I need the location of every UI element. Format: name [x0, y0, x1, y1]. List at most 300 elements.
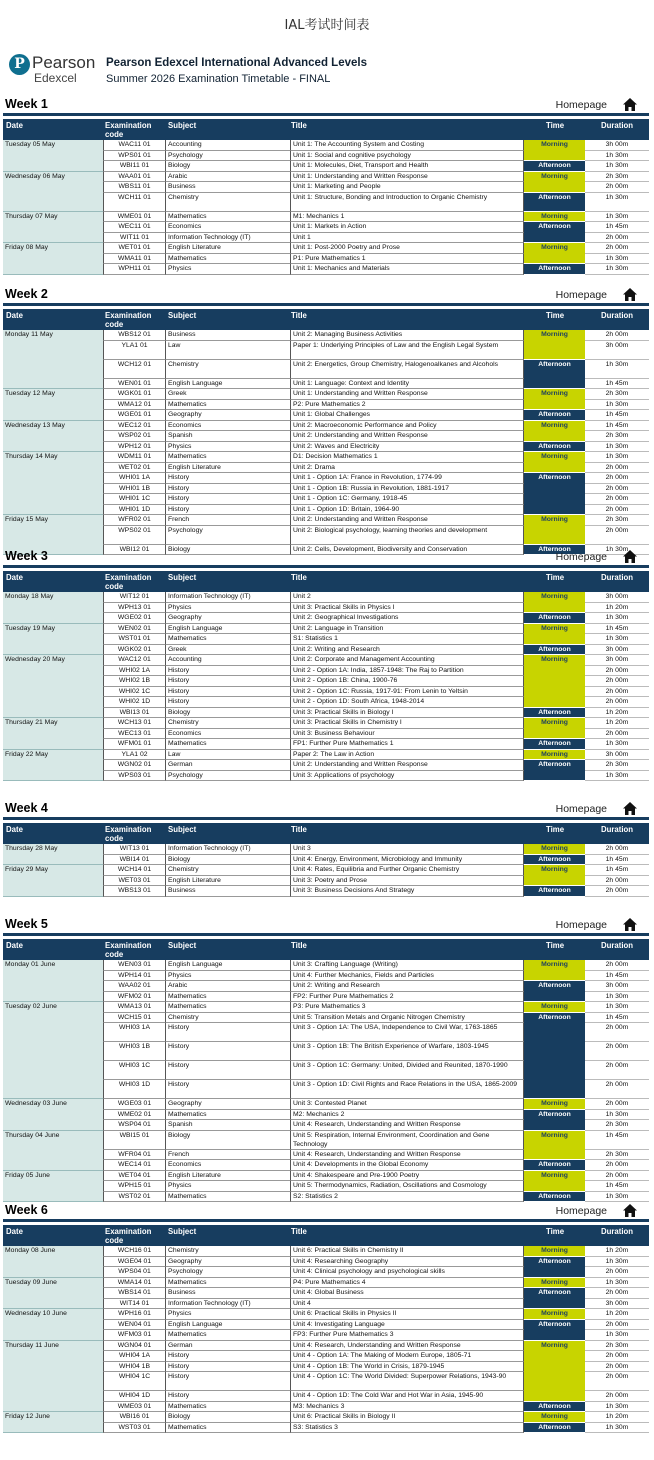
session-badge: Morning	[524, 960, 585, 980]
week-section	[3, 546, 649, 781]
exam-subject: Mathematics	[166, 1423, 291, 1434]
week-section	[3, 798, 649, 897]
home-icon[interactable]	[623, 288, 637, 301]
session-badge: Morning	[524, 172, 585, 192]
exam-title: Unit 2: Writing and Research	[291, 645, 524, 656]
exam-subject: Psychology	[166, 1267, 291, 1278]
exam-subject: Biology	[166, 708, 291, 719]
session-badge: Afternoon	[524, 739, 585, 749]
exam-title: Unit 4: Shakespeare and Pre-1900 Poetry	[291, 1171, 524, 1182]
exam-subject: History	[166, 1080, 291, 1099]
exam-subject: Business	[166, 886, 291, 897]
exam-title: Unit 1 - Option 1B: Russia in Revolution, 1881-1917	[291, 484, 524, 495]
column-header-duration: Duration	[601, 573, 634, 582]
exam-code: WPH13 01	[103, 603, 166, 614]
exam-duration: 1h 30m	[585, 1402, 649, 1413]
exam-subject: Chemistry	[166, 1013, 291, 1024]
exam-date: Tuesday 12 May	[3, 389, 103, 421]
exam-title: FP1: Further Pure Mathematics 1	[291, 739, 524, 750]
exam-code: WFR02 01	[103, 515, 166, 526]
exam-title: FP3: Further Pure Mathematics 3	[291, 1330, 524, 1341]
exam-code: WEC11 01	[103, 222, 166, 233]
exam-title: Paper 1: Underlying Principles of Law and the English Legal System	[291, 341, 524, 360]
column-header-date: Date	[6, 941, 23, 950]
week-title: Week 1	[5, 97, 48, 111]
session-badge: Morning	[524, 1099, 585, 1109]
exam-subject: Spanish	[166, 1120, 291, 1131]
exam-title: Unit 1: Post-2000 Poetry and Prose	[291, 243, 524, 254]
exam-subject: Accounting	[166, 655, 291, 666]
session-badge: Morning	[524, 212, 585, 222]
exam-date: Tuesday 02 June	[3, 1002, 103, 1099]
session-badge: Afternoon	[524, 473, 585, 514]
exam-subject: English Literature	[166, 876, 291, 887]
exam-title: FP2: Further Pure Mathematics 2	[291, 992, 524, 1003]
exam-code: WPH14 01	[103, 971, 166, 982]
column-header-date: Date	[6, 825, 23, 834]
exam-title: Unit 2: Cells, Development, Biodiversity and Conservation	[291, 545, 524, 556]
exam-title: S3: Statistics 3	[291, 1423, 524, 1434]
session-badge: Afternoon	[524, 1013, 585, 1099]
column-header-title: Title	[291, 573, 307, 582]
exam-subject: German	[166, 760, 291, 771]
exam-title: Unit 1 - Option 1C: Germany, 1918-45	[291, 494, 524, 505]
exam-title: Unit 4: Investigating Language	[291, 1320, 524, 1331]
homepage-link[interactable]: Homepage	[555, 919, 607, 931]
exam-title: Unit 4: Further Mechanics, Fields and Particles	[291, 971, 524, 982]
exam-code: WET04 01	[103, 1171, 166, 1182]
column-header-title: Title	[291, 941, 307, 950]
exam-duration: 1h 30m	[585, 1002, 649, 1013]
exam-duration: 1h 45m	[585, 865, 649, 876]
exam-code: WHI02 1B	[103, 676, 166, 687]
exam-code: WPS04 01	[103, 1267, 166, 1278]
exam-subject: Psychology	[166, 526, 291, 545]
exam-duration: 2h 30m	[585, 1120, 649, 1131]
exam-subject: Mathematics	[166, 212, 291, 223]
session-badge: Morning	[524, 515, 585, 544]
exam-title: Unit 2 - Option 1B: China, 1900-76	[291, 676, 524, 687]
table-header	[3, 309, 649, 330]
exam-subject: Mathematics	[166, 1278, 291, 1289]
column-header-date: Date	[6, 573, 23, 582]
session-badge: Morning	[524, 1246, 585, 1256]
exam-title: Unit 4: Researching Geography	[291, 1257, 524, 1268]
session-badge: Afternoon	[524, 193, 585, 211]
exam-title: Unit 2: Understanding and Written Response	[291, 431, 524, 442]
exam-title: Unit 1: Social and cognitive psychology	[291, 151, 524, 162]
exam-code: WME01 01	[103, 212, 166, 223]
exam-subject: Physics	[166, 442, 291, 453]
exam-title: Unit 1: Markets in Action	[291, 222, 524, 233]
exam-code: WBS13 01	[103, 886, 166, 897]
exam-subject: Psychology	[166, 151, 291, 162]
exam-code: WHI02 1D	[103, 697, 166, 708]
exam-title: Unit 2 - Option 1C: Russia, 1917-91: From Lenin to Yeltsin	[291, 687, 524, 698]
exam-title: Unit 2: Managing Business Activities	[291, 330, 524, 341]
exam-subject: Geography	[166, 613, 291, 624]
exam-code: WIT14 01	[103, 1299, 166, 1310]
exam-title: P1: Pure Mathematics 1	[291, 254, 524, 265]
exam-code: WHI04 1D	[103, 1391, 166, 1402]
session-badge: Afternoon	[524, 1320, 585, 1340]
exam-subject: Physics	[166, 1181, 291, 1192]
exam-subject: French	[166, 1150, 291, 1161]
exam-date: Friday 05 June	[3, 1171, 103, 1203]
exam-duration: 1h 45m	[585, 855, 649, 866]
exam-subject: German	[166, 1341, 291, 1352]
session-badge: Afternoon	[524, 1288, 585, 1308]
exam-duration: 2h 00m	[585, 697, 649, 708]
exam-title: M3: Mechanics 3	[291, 1402, 524, 1413]
exam-rows	[3, 140, 649, 275]
table-header	[3, 823, 649, 844]
exam-title: Unit 1: Molecules, Diet, Transport and Health	[291, 161, 524, 172]
exam-subject: Spanish	[166, 431, 291, 442]
session-badge: Morning	[524, 1412, 585, 1422]
exam-subject: Biology	[166, 1412, 291, 1423]
exam-subject: History	[166, 473, 291, 484]
exam-duration: 1h 30m	[585, 161, 649, 172]
brand-sub: Edexcel	[34, 71, 77, 85]
exam-code: WGE04 01	[103, 1257, 166, 1268]
brand-name: Pearson	[32, 53, 96, 72]
session-badge: Morning	[524, 421, 585, 441]
exam-title: Unit 3: Applications of psychology	[291, 771, 524, 782]
exam-title: Unit 1: Global Challenges	[291, 410, 524, 421]
session-badge: Afternoon	[524, 1402, 585, 1412]
exam-title: Unit 2: Language in Transition	[291, 624, 524, 635]
exam-code: WHI04 1C	[103, 1372, 166, 1391]
exam-code: WCH12 01	[103, 360, 166, 379]
exam-code: WHI03 1D	[103, 1080, 166, 1099]
column-header-code: Examination code	[105, 311, 152, 329]
exam-duration: 2h 00m	[585, 526, 649, 545]
exam-duration: 1h 30m	[585, 1278, 649, 1289]
exam-title: Unit 3: Poetry and Prose	[291, 876, 524, 887]
exam-duration: 1h 30m	[585, 613, 649, 624]
exam-duration: 3h 00m	[585, 750, 649, 761]
exam-duration: 2h 00m	[585, 484, 649, 495]
exam-subject: Information Technology (IT)	[166, 1299, 291, 1310]
exam-code: WMA12 01	[103, 400, 166, 411]
column-header-time: Time	[546, 941, 565, 950]
exam-duration: 2h 00m	[585, 473, 649, 484]
exam-duration: 3h 00m	[585, 655, 649, 666]
session-badge: Morning	[524, 592, 585, 612]
exam-duration: 1h 30m	[585, 1330, 649, 1341]
exam-code: WPH15 01	[103, 1181, 166, 1192]
exam-subject: Mathematics	[166, 254, 291, 265]
exam-duration: 2h 30m	[585, 1150, 649, 1161]
exam-date: Thursday 14 May	[3, 452, 103, 515]
exam-subject: Mathematics	[166, 1330, 291, 1341]
exam-code: WIT12 01	[103, 592, 166, 603]
exam-duration: 2h 00m	[585, 1267, 649, 1278]
exam-date: Tuesday 09 June	[3, 1278, 103, 1310]
exam-subject: Physics	[166, 1309, 291, 1320]
exam-code: WPH12 01	[103, 442, 166, 453]
exam-subject: Chemistry	[166, 865, 291, 876]
exam-subject: Economics	[166, 1160, 291, 1171]
exam-code: WGE03 01	[103, 1099, 166, 1110]
exam-date: Monday 01 June	[3, 960, 103, 1002]
column-header-time: Time	[546, 311, 565, 320]
exam-code: WHI01 1D	[103, 505, 166, 516]
exam-duration: 1h 30m	[585, 1423, 649, 1434]
exam-subject: French	[166, 515, 291, 526]
exam-title: Unit 4: Research, Understanding and Written Response	[291, 1341, 524, 1352]
exam-date: Thursday 28 May	[3, 844, 103, 865]
exam-subject: Economics	[166, 729, 291, 740]
exam-subject: Mathematics	[166, 452, 291, 463]
exam-duration: 3h 00m	[585, 592, 649, 603]
exam-duration: 1h 20m	[585, 603, 649, 614]
home-icon[interactable]	[623, 550, 637, 563]
column-header-subject: Subject	[168, 941, 197, 950]
exam-date: Friday 29 May	[3, 865, 103, 897]
exam-title: Unit 3: Business Behaviour	[291, 729, 524, 740]
exam-duration: 1h 45m	[585, 1131, 649, 1150]
week-title: Week 3	[5, 549, 48, 563]
exam-title: Unit 2: Understanding and Written Response	[291, 760, 524, 771]
exam-title: Unit 2: Drama	[291, 463, 524, 474]
session-badge: Afternoon	[524, 1160, 585, 1170]
exam-subject: Accounting	[166, 140, 291, 151]
exam-subject: Geography	[166, 410, 291, 421]
exam-code: WET03 01	[103, 876, 166, 887]
exam-code: WGE02 01	[103, 613, 166, 624]
exam-subject: Business	[166, 330, 291, 341]
exam-subject: Greek	[166, 389, 291, 400]
exam-duration: 2h 00m	[585, 844, 649, 855]
column-header-code: Examination code	[105, 1227, 152, 1245]
exam-code: WMA14 01	[103, 1278, 166, 1289]
exam-title: Unit 3 - Option 1C: Germany: United, Divided and Reunited, 1870-1990	[291, 1061, 524, 1080]
exam-title: Unit 3 - Option 1A: The USA, Independence to Civil War, 1763-1865	[291, 1023, 524, 1042]
exam-title: Unit 2: Geographical Investigations	[291, 613, 524, 624]
session-badge: Afternoon	[524, 410, 585, 420]
exam-duration: 1h 30m	[585, 360, 649, 379]
pearson-logo-mark: P	[14, 56, 25, 72]
exam-subject: History	[166, 1391, 291, 1402]
exam-code: WAC12 01	[103, 655, 166, 666]
exam-date: Thursday 21 May	[3, 718, 103, 750]
session-badge: Afternoon	[524, 545, 585, 555]
exam-code: WPH11 01	[103, 264, 166, 275]
exam-subject: Chemistry	[166, 1246, 291, 1257]
exam-code: WHI04 1B	[103, 1362, 166, 1373]
column-header-date: Date	[6, 1227, 23, 1236]
exam-duration: 1h 30m	[585, 739, 649, 750]
exam-date: Wednesday 13 May	[3, 421, 103, 453]
exam-date: Wednesday 20 May	[3, 655, 103, 718]
exam-title: Unit 3: Business Decisions And Strategy	[291, 886, 524, 897]
exam-subject: Mathematics	[166, 1110, 291, 1121]
exam-code: WBI12 01	[103, 545, 166, 556]
homepage-link[interactable]: Homepage	[555, 99, 607, 111]
exam-duration: 1h 30m	[585, 254, 649, 265]
exam-duration: 2h 30m	[585, 389, 649, 400]
session-badge: Afternoon	[524, 264, 585, 274]
exam-code: WGK01 01	[103, 389, 166, 400]
exam-subject: History	[166, 1061, 291, 1080]
exam-title: Unit 1 - Option 1A: France in Revolution, 1774-99	[291, 473, 524, 484]
exam-subject: History	[166, 1372, 291, 1391]
exam-duration: 2h 00m	[585, 243, 649, 254]
week-heading	[3, 284, 649, 306]
exam-code: WHI03 1A	[103, 1023, 166, 1042]
exam-subject: Mathematics	[166, 992, 291, 1003]
exam-duration: 2h 00m	[585, 1080, 649, 1099]
exam-duration: 2h 00m	[585, 1391, 649, 1402]
home-icon[interactable]	[623, 918, 637, 931]
exam-title: Paper 2: The Law in Action	[291, 750, 524, 761]
homepage-link[interactable]: Homepage	[555, 289, 607, 301]
exam-duration: 1h 30m	[585, 442, 649, 453]
exam-date: Friday 12 June	[3, 1412, 103, 1433]
table-header	[3, 119, 649, 140]
exam-title: Unit 1: Mechanics and Materials	[291, 264, 524, 275]
exam-code: WFR04 01	[103, 1150, 166, 1161]
session-badge: Afternoon	[524, 645, 585, 655]
table-header	[3, 939, 649, 960]
exam-subject: Law	[166, 341, 291, 360]
exam-subject: Mathematics	[166, 634, 291, 645]
session-badge: Afternoon	[524, 222, 585, 242]
exam-title: D1: Decision Mathematics 1	[291, 452, 524, 463]
session-badge: Morning	[524, 243, 585, 263]
exam-code: WFM01 01	[103, 739, 166, 750]
exam-subject: History	[166, 494, 291, 505]
session-badge: Afternoon	[524, 613, 585, 623]
exam-subject: History	[166, 1042, 291, 1061]
column-header-title: Title	[291, 311, 307, 320]
exam-code: YLA1 02	[103, 750, 166, 761]
exam-rows	[3, 844, 649, 897]
exam-title: Unit 2: Writing and Research	[291, 981, 524, 992]
exam-subject: History	[166, 505, 291, 516]
home-icon[interactable]	[623, 98, 637, 111]
column-header-time: Time	[546, 1227, 565, 1236]
exam-code: WAC11 01	[103, 140, 166, 151]
exam-subject: Physics	[166, 264, 291, 275]
week-section	[3, 914, 649, 1202]
week-heading	[3, 1200, 649, 1222]
home-icon[interactable]	[623, 802, 637, 815]
column-header-subject: Subject	[168, 825, 197, 834]
week-section	[3, 94, 649, 275]
exam-subject: History	[166, 687, 291, 698]
session-badge: Afternoon	[524, 1423, 585, 1433]
exam-subject: History	[166, 697, 291, 708]
exam-code: WBS11 01	[103, 182, 166, 193]
homepage-link[interactable]: Homepage	[555, 1205, 607, 1217]
exam-title: Unit 5: Transition Metals and Organic Nitrogen Chemistry	[291, 1013, 524, 1024]
column-header-time: Time	[546, 573, 565, 582]
week-heading	[3, 94, 649, 116]
exam-date: Wednesday 10 June	[3, 1309, 103, 1341]
column-header-duration: Duration	[601, 121, 634, 130]
exam-subject: History	[166, 1351, 291, 1362]
exam-date: Thursday 07 May	[3, 212, 103, 244]
exam-duration: 1h 30m	[585, 634, 649, 645]
exam-code: WIT13 01	[103, 844, 166, 855]
exam-title: Unit 3: Contested Planet	[291, 1099, 524, 1110]
exam-subject: History	[166, 666, 291, 677]
exam-date: Friday 08 May	[3, 243, 103, 275]
exam-duration: 1h 30m	[585, 1257, 649, 1268]
column-header-code: Examination code	[105, 941, 152, 959]
exam-subject: English Literature	[166, 243, 291, 254]
exam-code: WEC12 01	[103, 421, 166, 432]
exam-code: WBI15 01	[103, 1131, 166, 1150]
exam-title: Unit 4 - Option 1D: The Cold War and Hot War in Asia, 1945-90	[291, 1391, 524, 1402]
exam-duration: 1h 30m	[585, 452, 649, 463]
exam-duration: 2h 00m	[585, 182, 649, 193]
home-icon[interactable]	[623, 1204, 637, 1217]
exam-duration: 2h 00m	[585, 330, 649, 341]
exam-code: WCH14 01	[103, 865, 166, 876]
exam-title: Unit 5: Respiration, Internal Environment, Coordination and Gene Technology	[291, 1131, 524, 1150]
week-title: Week 5	[5, 917, 48, 931]
exam-date: Friday 15 May	[3, 515, 103, 555]
exam-code: WET01 01	[103, 243, 166, 254]
homepage-link[interactable]: Homepage	[555, 803, 607, 815]
exam-subject: Physics	[166, 603, 291, 614]
exam-duration: 1h 30m	[585, 264, 649, 275]
page-title: IAL考试时间表	[284, 18, 370, 33]
exam-title: P2: Pure Mathematics 2	[291, 400, 524, 411]
exam-duration: 2h 00m	[585, 1351, 649, 1362]
exam-date: Monday 18 May	[3, 592, 103, 624]
column-header-title: Title	[291, 825, 307, 834]
exam-subject: Law	[166, 750, 291, 761]
exam-rows	[3, 960, 649, 1202]
column-header-date: Date	[6, 121, 23, 130]
column-header-subject: Subject	[168, 573, 197, 582]
column-header-subject: Subject	[168, 311, 197, 320]
exam-code: WIT11 01	[103, 233, 166, 244]
exam-subject: Biology	[166, 1131, 291, 1150]
exam-code: WEN02 01	[103, 624, 166, 635]
session-badge: Afternoon	[524, 886, 585, 896]
exam-code: WHI03 1C	[103, 1061, 166, 1080]
exam-title: Unit 4 - Option 1C: The World Divided: Superpower Relations, 1943-90	[291, 1372, 524, 1391]
exam-duration: 1h 45m	[585, 624, 649, 635]
session-badge: Morning	[524, 1171, 585, 1191]
document-header	[6, 50, 646, 90]
exam-code: WCH11 01	[103, 193, 166, 212]
column-header-subject: Subject	[168, 121, 197, 130]
exam-duration: 1h 30m	[585, 1110, 649, 1121]
exam-code: WHI01 1B	[103, 484, 166, 495]
exam-code: WBI11 01	[103, 161, 166, 172]
column-header-duration: Duration	[601, 825, 634, 834]
exam-duration: 2h 30m	[585, 760, 649, 771]
exam-code: WBI16 01	[103, 1412, 166, 1423]
week-title: Week 6	[5, 1203, 48, 1217]
homepage-link[interactable]: Homepage	[555, 551, 607, 563]
exam-code: WPH16 01	[103, 1309, 166, 1320]
exam-date: Monday 11 May	[3, 330, 103, 389]
exam-duration: 2h 00m	[585, 1320, 649, 1331]
exam-code: WST02 01	[103, 1192, 166, 1203]
document-subtitle: Summer 2026 Examination Timetable - FINAL	[106, 73, 331, 85]
exam-title: S2: Statistics 2	[291, 1192, 524, 1203]
exam-code: WCH13 01	[103, 718, 166, 729]
exam-duration: 2h 00m	[585, 1372, 649, 1391]
